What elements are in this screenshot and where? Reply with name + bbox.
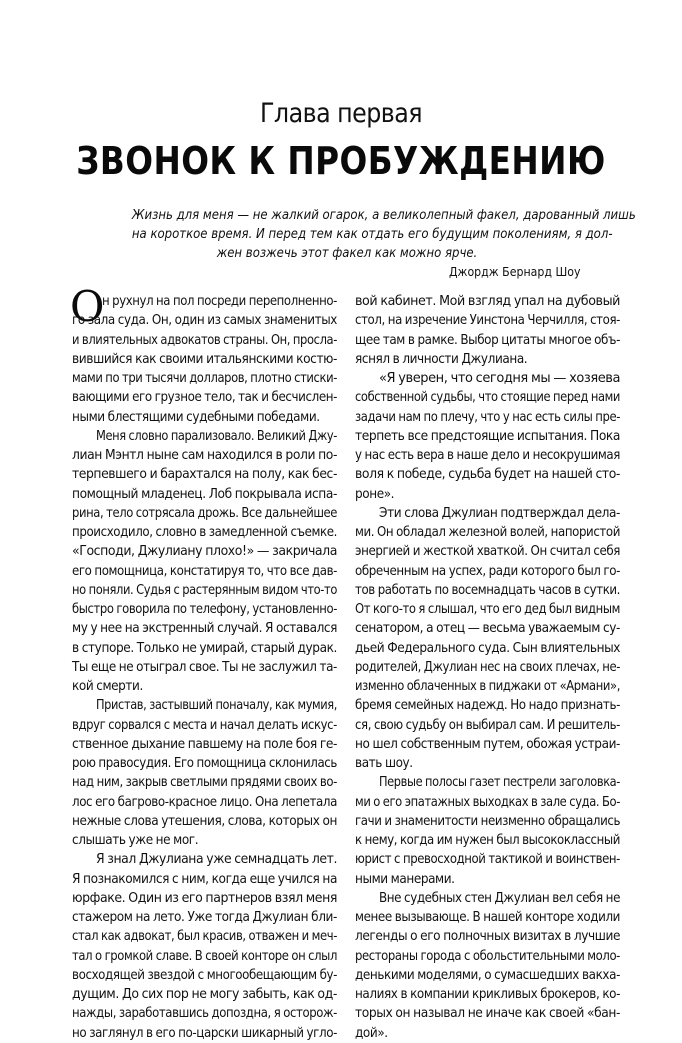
- text-line: [72, 966, 337, 985]
- text-line: [72, 485, 337, 504]
- text-line: [355, 562, 620, 581]
- text-line-content: но поняли. Судья с растерянным видом что-то: [72, 582, 337, 598]
- text-line-content: нежные слова утешения, слова, которых он: [72, 813, 338, 829]
- text-line-content: дущим. До сих пор не могу забыть, как од-: [72, 987, 338, 1002]
- text-line-content: сенатором, а отец — весьма уважаемым су-: [355, 621, 620, 637]
- text-line: [355, 889, 620, 908]
- text-line: [355, 292, 620, 311]
- text-line: [355, 985, 620, 1004]
- epigraph-line: на короткое время. И перед тем как отдать его будущим поколениям, я дол-: [131, 227, 613, 242]
- text-line-content: дой».: [355, 1025, 388, 1041]
- text-line-content: бремя семейных надежд. Но надо признать-: [355, 698, 620, 714]
- text-line-content: «Господи, Джулиану плохо!» — закричала: [72, 544, 337, 560]
- text-line: [72, 985, 337, 1004]
- text-line-content: лиан Мэнтл ныне сам находился в роли по-: [72, 448, 338, 463]
- drop-cap: О: [70, 282, 105, 331]
- text-line: [72, 427, 337, 446]
- text-line: [72, 619, 337, 638]
- text-line-content: стажером на лето. Уже тогда Джулиан бли-: [72, 910, 337, 925]
- text-line: [355, 369, 620, 388]
- text-line-content: н рухнул на пол посреди переполненно-: [102, 294, 337, 309]
- text-line: [72, 465, 337, 484]
- text-line-content: ными блестящими судебными победами.: [72, 409, 320, 425]
- text-line-content: го зала суда. Он, один из самых знаменитых: [72, 313, 338, 329]
- text-line-content: ными манерами.: [355, 871, 455, 887]
- text-line-content: налиях в компании крикливых брокеров, ко-: [355, 987, 621, 1002]
- text-line: [355, 331, 620, 350]
- text-line: [355, 658, 620, 677]
- text-line: [355, 773, 620, 792]
- text-line-content: менее вызывающе. В нашей конторе ходили: [355, 910, 621, 925]
- text-line-content: Вне судебных стен Джулиан вел себя не: [379, 890, 621, 906]
- text-line: [72, 331, 337, 350]
- text-line-content: у нас есть вера в наше дело и несокрушимая: [355, 448, 620, 463]
- text-line: [72, 523, 337, 542]
- text-line: [72, 831, 337, 850]
- text-line: [355, 696, 620, 715]
- text-line-content: восходящей звездой с многообещающим бу-: [72, 967, 337, 983]
- text-line: [355, 677, 620, 696]
- text-line: [72, 696, 337, 715]
- text-line: [72, 562, 337, 581]
- text-line-content: юрфаке. Один из его партнеров взял меня: [72, 890, 337, 906]
- text-line-content: Первые полосы газет пестрели заголовка-: [379, 775, 621, 791]
- text-line: [355, 311, 620, 330]
- text-line-content: в ступоре. Только не умирай, старый дурак.: [72, 640, 338, 656]
- text-line-content: тал о громкой славе. В своей конторе он слыл: [72, 948, 338, 964]
- text-line: [355, 850, 620, 869]
- epigraph-quote: [108, 206, 636, 263]
- text-line: [355, 485, 620, 504]
- text-line: [72, 793, 337, 812]
- text-line: [72, 716, 337, 735]
- text-line-content: ми. Он обладал железной волей, напористой: [355, 525, 620, 540]
- text-line: [72, 850, 337, 869]
- text-line-content: гачи и знаменитости неизменно обращались: [355, 813, 621, 829]
- epigraph-line: жен возжечь этот факел как можно ярче.: [216, 246, 478, 261]
- text-line: [72, 908, 337, 927]
- text-line-content: ственное дыхание павшему на поле боя ге-: [72, 736, 338, 752]
- text-line-content: денькими моделями, о сумасшедших вакха-: [355, 967, 621, 983]
- text-line: [355, 966, 620, 985]
- text-line-content: дьей Федерального суда. Сын влиятельных: [355, 640, 621, 656]
- text-line: [72, 408, 337, 427]
- text-line-content: роне».: [355, 486, 395, 502]
- text-line-content: щее там в рамке. Выбор цитаты многое объ-: [355, 332, 621, 348]
- text-line: [72, 812, 337, 831]
- text-line-content: «Я уверен, что сегодня мы — хозяева: [379, 371, 621, 386]
- text-line-content: помощный младенец. Лоб покрывала испа-: [72, 486, 337, 502]
- text-line-content: легенды о его полночных визитах в лучшие: [355, 929, 621, 945]
- text-line-content: но шел собственным путем, обожая устраи-: [355, 736, 620, 752]
- text-line: [72, 350, 337, 369]
- text-line: [355, 793, 620, 812]
- epigraph-line: Жизнь для меня — не жалкий огарок, а великолепный факел, дарованный лишь: [131, 208, 636, 223]
- text-line: [355, 600, 620, 619]
- text-line: [355, 908, 620, 927]
- text-line: [72, 292, 337, 311]
- text-line: [355, 927, 620, 946]
- text-line-content: слышать уже не мог.: [72, 833, 199, 848]
- text-line: [355, 504, 620, 523]
- text-line-content: вать шоу.: [355, 756, 413, 771]
- text-line-content: яснял в личности Джулиана.: [355, 351, 528, 367]
- text-line: [72, 311, 337, 330]
- text-line: [72, 504, 337, 523]
- text-line: [72, 677, 337, 696]
- text-line: [355, 716, 620, 735]
- text-line-content: воля к победе, судьба будет на нашей сто-: [355, 467, 620, 483]
- text-line-content: Эти слова Джулиан подтверждал дела-: [379, 505, 620, 521]
- text-line-content: вдруг сорвался с места и начал делать искус-: [72, 717, 337, 733]
- text-line: [72, 369, 337, 388]
- text-line: [72, 639, 337, 658]
- text-line-content: Я знал Джулиана уже семнадцать лет.: [96, 852, 338, 868]
- text-line-content: быстро говорила по телефону, установленно-: [72, 602, 337, 617]
- text-line-content: к нему, когда им нужен был высококлассный: [355, 833, 621, 848]
- text-line-content: родителей, Джулиан нес на своих плечах, не-: [355, 659, 621, 675]
- text-line-content: нажды, заработавшись допоздна, я осторож-: [72, 1006, 337, 1022]
- text-line-content: его помощница, констатируя то, что все дав-: [72, 563, 338, 579]
- text-line: [72, 773, 337, 792]
- chapter-title: ЗВОНОК К ПРОБУЖДЕНИЮ: [76, 139, 606, 183]
- text-line-content: рестораны города с обольстительными моло-: [355, 948, 621, 964]
- text-line: [72, 754, 337, 773]
- text-line-content: Ты еще не отыграл свое. Ты не заслужил та-: [72, 659, 337, 675]
- text-line: [72, 889, 337, 908]
- text-line: [355, 870, 620, 889]
- text-line: [355, 581, 620, 600]
- text-line-content: стал как адвокат, был красив, отважен и меч-: [72, 929, 338, 945]
- text-line: [355, 542, 620, 561]
- text-column-right: [355, 292, 620, 1043]
- text-line-content: му у нее на экстренный случай. Я оставался: [72, 621, 338, 637]
- text-line: [72, 735, 337, 754]
- text-line: [355, 427, 620, 446]
- text-line: [355, 523, 620, 542]
- text-line-content: кой смерти.: [72, 679, 143, 694]
- text-line-content: лос его багрово-красное лицо. Она лепетала: [72, 794, 337, 810]
- text-line: [355, 754, 620, 773]
- text-line-content: Меня словно парализовало. Великий Джу-: [96, 428, 337, 444]
- text-line-content: рою правосудия. Его помощница склонилась: [72, 756, 337, 771]
- text-line: [72, 658, 337, 677]
- epigraph-author: Джордж Бернард Шоу: [448, 264, 580, 279]
- text-line-content: обреченным на успех, ради которого был го-: [355, 563, 621, 579]
- text-line: [355, 831, 620, 850]
- text-line-content: и влиятельных адвокатов страны. Он, просла-: [72, 332, 337, 348]
- text-line: [72, 581, 337, 600]
- text-line: [355, 735, 620, 754]
- text-line: [355, 465, 620, 484]
- text-line: [72, 927, 337, 946]
- text-line-content: юрист с превосходной тактикой и воинствен-: [355, 852, 621, 868]
- text-line: [72, 446, 337, 465]
- chapter-number: Глава первая: [259, 98, 423, 129]
- text-line: [355, 812, 620, 831]
- text-line: [72, 600, 337, 619]
- text-line-content: над ним, закрыв светлыми прядями своих во-: [72, 775, 338, 791]
- text-line-content: задачи нам по плечу, что у нас есть силы пре-: [355, 409, 621, 425]
- text-line-content: но заглянул в его по-царски шикарный угло-: [72, 1025, 338, 1041]
- text-line-content: мами по три тысячи долларов, плотно стиски-: [72, 371, 337, 386]
- text-line-content: тов работать по восемнадцать часов в сутки.: [355, 582, 621, 598]
- text-line: [355, 639, 620, 658]
- text-line: [355, 947, 620, 966]
- text-line: [355, 1024, 620, 1043]
- text-line-content: вой кабинет. Мой взгляд упал на дубовый: [355, 294, 621, 309]
- text-line: [72, 542, 337, 561]
- text-line-content: изменно облаченных в пиджаки от «Армани»,: [355, 679, 620, 694]
- text-line-content: происходило, словно в замедленной съемке.: [72, 525, 337, 540]
- text-line-content: ми о его эпатажных выходках в зале суда. Бо-: [355, 794, 621, 810]
- text-line-content: терпевшего и барахтался на полу, как бес-: [72, 467, 337, 483]
- text-line-content: собственной судьбы, что стоящие перед нами: [355, 390, 621, 406]
- text-line-content: терпеть все предстоящие испытания. Пока: [355, 428, 620, 444]
- text-line-content: вившийся как своими итальянскими костю-: [72, 351, 338, 367]
- text-line-content: торых он называл не иначе как своей «бан-: [355, 1006, 620, 1022]
- text-line-content: Я познакомился с ним, когда еще учился на: [72, 871, 338, 887]
- text-line: [72, 1004, 337, 1023]
- text-line: [355, 350, 620, 369]
- text-line: [72, 388, 337, 407]
- text-column-left: [70, 282, 338, 1043]
- text-line-content: От кого-то я слышал, что его дед был видным: [355, 602, 620, 617]
- text-line: [355, 408, 620, 427]
- text-line: [355, 388, 620, 407]
- text-line: [355, 1004, 620, 1023]
- text-line: [72, 947, 337, 966]
- text-line-content: вающими его грузное тело, так и бесчислен-: [72, 390, 338, 406]
- text-line: [355, 619, 620, 638]
- text-line: [72, 870, 337, 889]
- text-line-content: рина, тело сотрясала дрожь. Все дальнейшее: [72, 505, 337, 521]
- text-line-content: ся, свою судьбу он выбирал сам. И решитель-: [355, 717, 621, 733]
- text-line-content: стол, на изречение Уинстона Черчилля, стоя-: [355, 313, 621, 329]
- text-line: [355, 446, 620, 465]
- text-line-content: Пристав, застывший поначалу, как мумия,: [96, 698, 338, 714]
- text-line: [72, 1024, 337, 1043]
- text-line-content: энергией и жесткой хваткой. Он считал себя: [355, 544, 620, 560]
